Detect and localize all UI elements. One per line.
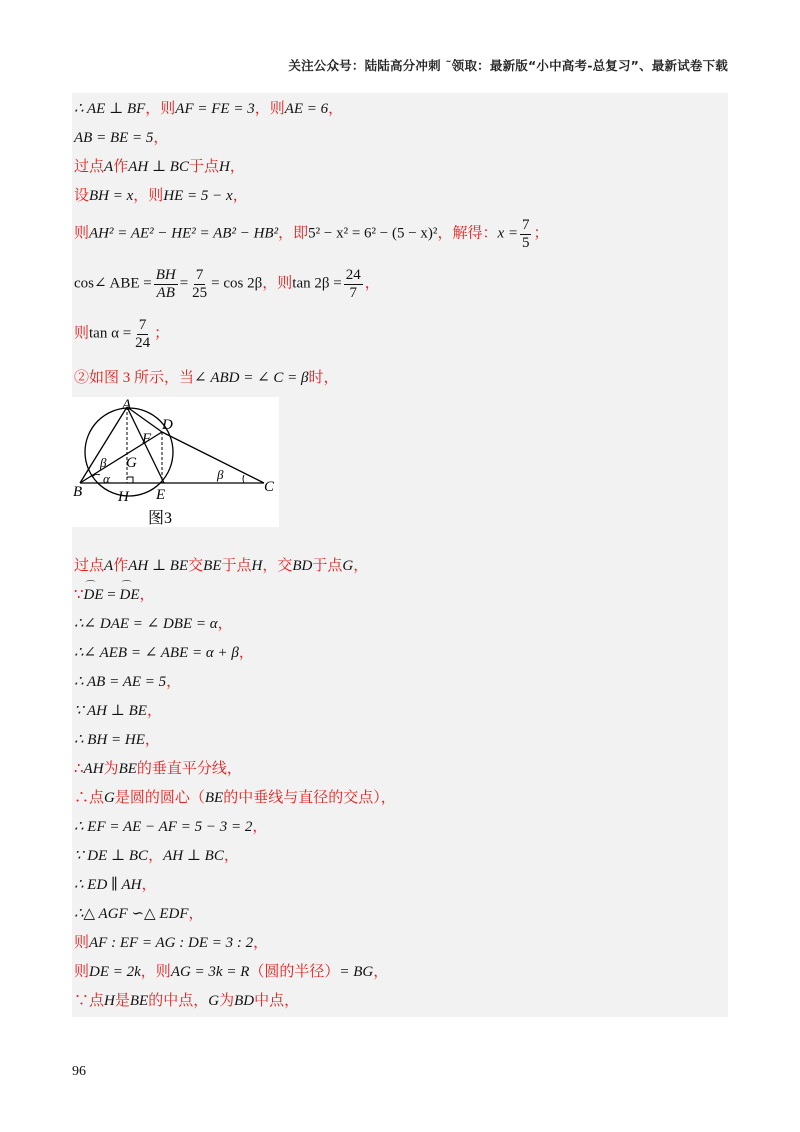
line-22: 则AF : EF = AG : DE = 3 : 2， — [74, 935, 269, 951]
line-23: 则DE = 2k，则AG = 3k = R（圆的半径）= BG， — [74, 964, 389, 980]
label-alpha: α — [103, 471, 110, 486]
line-5: 则AH² = AE² − HE² = AB² − HB²，即5² − x² = 6² − (5 − x)²，解得：x = $\frac{7}{5}$ ； — [74, 217, 549, 251]
figure-caption: 图3 — [148, 510, 173, 527]
label-H: H — [118, 489, 129, 505]
line-19: ∵ DE ⊥ BC，AH ⊥ BC， — [74, 848, 239, 864]
label-beta-1: β — [100, 455, 107, 470]
label-beta-2: β — [217, 467, 224, 482]
label-E: E — [156, 487, 166, 503]
line-10: ∵⌒ DE = ⌒ DE， — [74, 583, 155, 604]
line-15: ∴ BH = HE， — [74, 732, 160, 748]
line-16: ∴AH为BE的垂直平分线， — [74, 761, 242, 777]
label-D: D — [162, 417, 173, 433]
geometry-diagram — [72, 397, 279, 527]
line-8: ②如图 3 所示，当∠ ABD = ∠ C = β时， — [74, 370, 339, 386]
page-number: 96 — [72, 1064, 86, 1079]
line-14: ∵ AH ⊥ BE， — [74, 703, 162, 719]
figure-3 — [72, 397, 279, 527]
line-13: ∴ AB = AE = 5， — [74, 674, 182, 690]
line-20: ∴ ED ∥ AH， — [74, 877, 157, 893]
line-7: 则tan α = $\frac{7}{24}$ ； — [74, 317, 170, 351]
line-24: ∵点H是BE的中点，G为BD中点， — [74, 993, 300, 1009]
label-B: B — [73, 484, 83, 500]
label-F: F — [142, 431, 152, 447]
line-21: ∴△ AGF ∽△ EDF， — [74, 906, 204, 922]
line-2: AB = BE = 5， — [74, 130, 169, 146]
page-header: 关注公众号：陆陆高分冲刺 ˜领取：最新版“小中高考-总复习”、最新试卷下载 — [288, 58, 728, 73]
line-3: 过点A作AH ⊥ BC于点H， — [74, 159, 245, 175]
label-C: C — [264, 479, 275, 495]
label-G: G — [126, 455, 137, 471]
line-6: cos∠ ABE = $\frac{BH}{AB}$ = $\frac{7}{25}$ = cos 2β，则tan 2β = $\frac{24}{7}$ ， — [74, 267, 380, 301]
line-4: 设BH = x，则HE = 5 − x， — [74, 188, 248, 204]
label-A: A — [122, 397, 132, 413]
line-17: ∴点G是圆的圆心（BE的中垂线与直径的交点）， — [74, 790, 396, 806]
line-12: ∴∠ AEB = ∠ ABE = α + β， — [74, 645, 254, 661]
line-9: 过点A作AH ⊥ BE交BE于点H，交BD于点G， — [74, 558, 369, 574]
solution-content — [72, 93, 728, 1017]
line-1: ∴ AE ⊥ BF，则AF = FE = 3，则AE = 6， — [74, 101, 344, 117]
line-18: ∴ EF = AE − AF = 5 − 3 = 2， — [74, 819, 268, 835]
line-11: ∴∠ DAE = ∠ DBE = α， — [74, 616, 233, 632]
